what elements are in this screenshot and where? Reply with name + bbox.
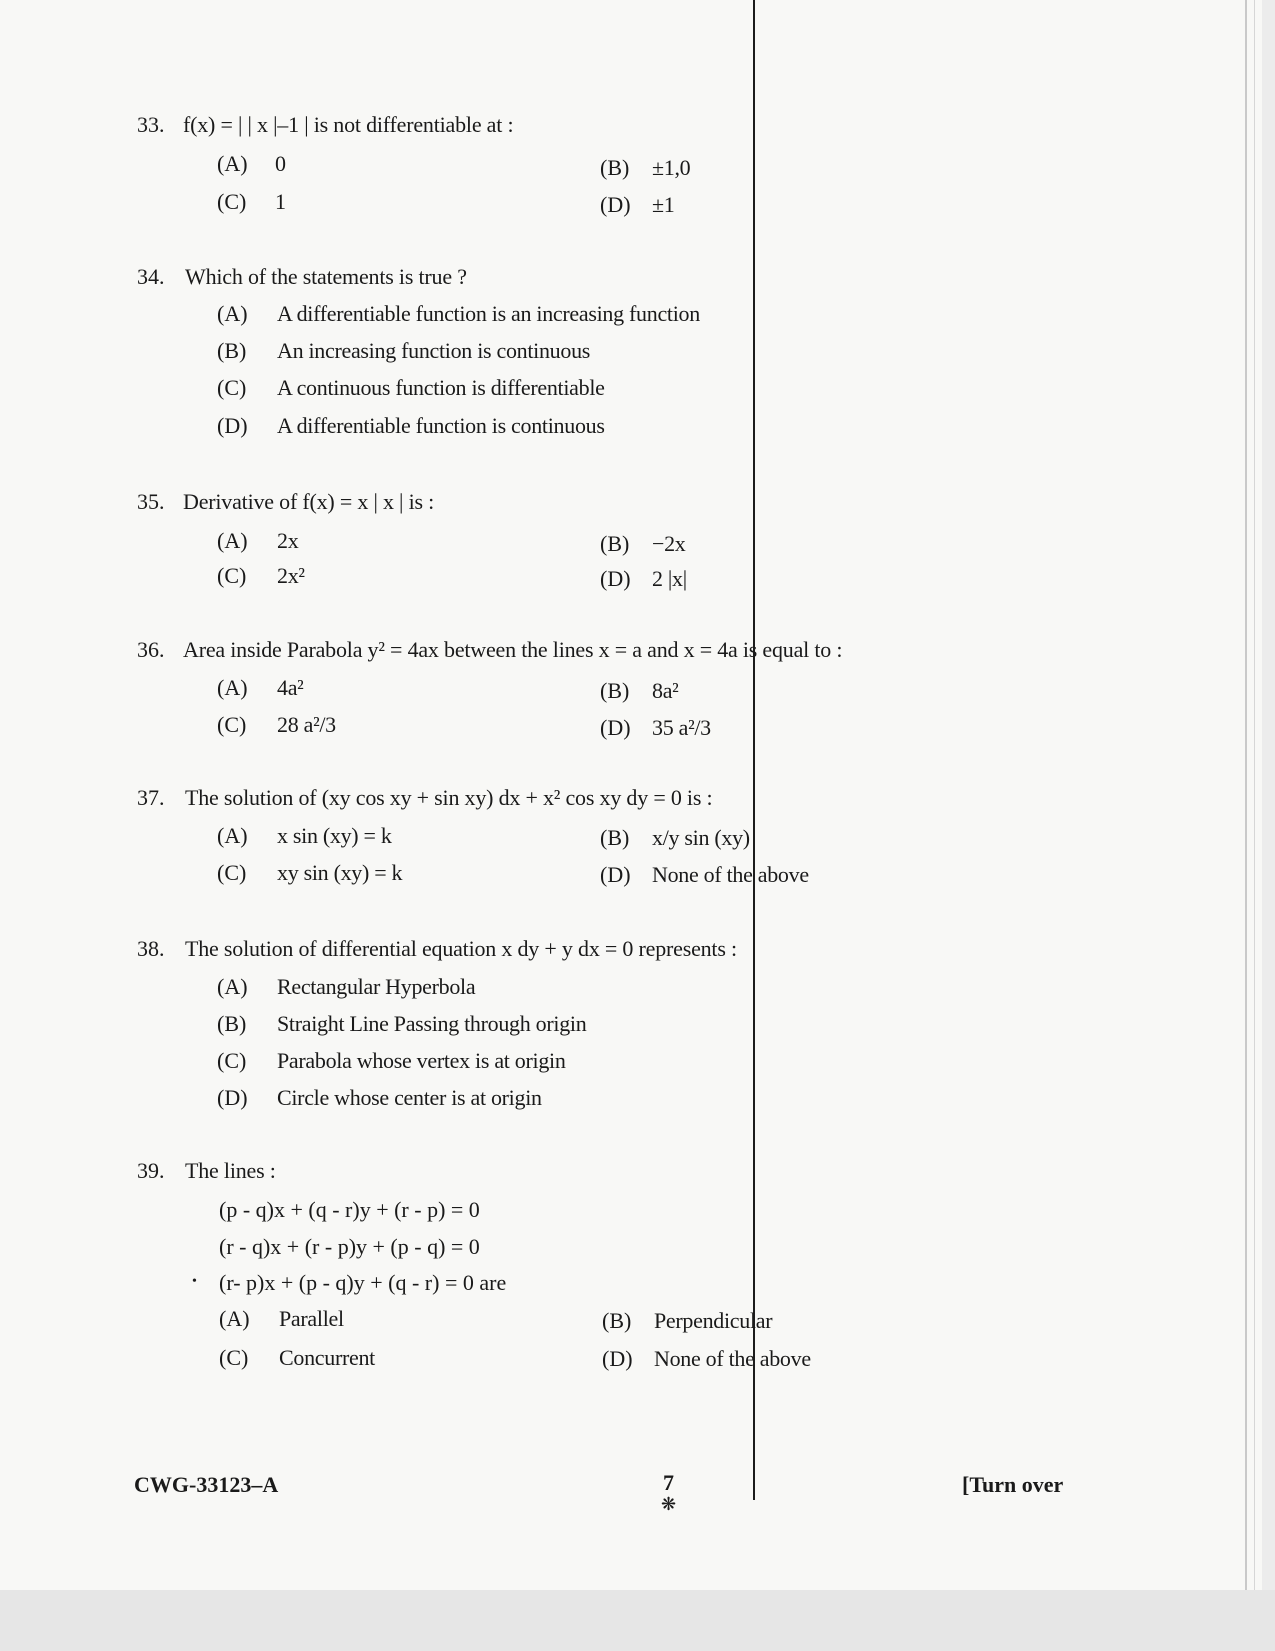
- option-letter: (D): [217, 413, 248, 438]
- option-text: ±1: [652, 192, 675, 217]
- option-text: 35 a²/3: [652, 715, 711, 740]
- option-letter: (B): [602, 1308, 632, 1333]
- option-text: 0: [275, 151, 286, 176]
- question-text: The solution of (xy cos xy + sin xy) dx + x² cos xy dy = 0 is :: [185, 785, 713, 810]
- page-edge: [1245, 0, 1247, 1590]
- equation-line: (r - q)x + (r - p)y + (p - q) = 0: [219, 1234, 480, 1259]
- option-text: None of the above: [652, 862, 809, 887]
- question-text: Derivative of f(x) = x | x | is :: [183, 489, 435, 514]
- bullet-mark: •: [192, 1274, 197, 1289]
- option-letter: (D): [600, 862, 631, 887]
- option-letter: (C): [217, 375, 247, 400]
- option-letter: (A): [217, 528, 248, 553]
- option-text: 1: [275, 189, 286, 214]
- option-text: None of the above: [654, 1346, 811, 1371]
- option-letter: (D): [600, 192, 631, 217]
- option-letter: (D): [600, 566, 631, 591]
- option-letter: (B): [217, 338, 247, 363]
- option-letter: (C): [217, 860, 247, 885]
- option-letter: (A): [217, 151, 248, 176]
- question-number: 36.: [137, 637, 165, 662]
- option-letter: (B): [600, 155, 630, 180]
- option-letter: (D): [217, 1085, 248, 1110]
- page-fold-line: [753, 0, 755, 1500]
- question-text: The solution of differential equation x dy + y dx = 0 represents :: [185, 936, 737, 961]
- option-letter: (B): [600, 678, 630, 703]
- question-number: 35.: [137, 489, 165, 514]
- star-mark: ❋: [661, 1494, 677, 1514]
- option-text: 2 |x|: [652, 566, 687, 591]
- option-text: 8a²: [652, 678, 679, 703]
- option-text: Parallel: [279, 1306, 344, 1331]
- option-letter: (B): [217, 1011, 247, 1036]
- question-number: 37.: [137, 785, 165, 810]
- option-text: Concurrent: [279, 1345, 375, 1370]
- option-text: 28 a²/3: [277, 712, 336, 737]
- option-text: Circle whose center is at origin: [277, 1085, 542, 1110]
- option-text: 4a²: [277, 675, 304, 700]
- option-text: xy sin (xy) = k: [277, 860, 403, 885]
- option-letter: (B): [600, 531, 630, 556]
- equation-line: (r- p)x + (p - q)y + (q - r) = 0 are: [219, 1270, 507, 1295]
- question-number: 39.: [137, 1158, 165, 1183]
- option-letter: (A): [219, 1306, 250, 1331]
- question-number: 34.: [137, 264, 165, 289]
- option-text: 2x: [277, 528, 299, 553]
- option-text: A differentiable function is an increasing function: [277, 301, 700, 326]
- option-letter: (D): [600, 715, 631, 740]
- option-text: −2x: [652, 531, 686, 556]
- option-letter: (C): [217, 189, 247, 214]
- option-letter: (C): [219, 1345, 249, 1370]
- question-text: The lines :: [185, 1158, 276, 1183]
- option-letter: (D): [602, 1346, 633, 1371]
- question-number: 33.: [137, 112, 165, 137]
- option-text: Parabola whose vertex is at origin: [277, 1048, 566, 1073]
- option-letter: (C): [217, 712, 247, 737]
- question-text: f(x) = | | x |–1 | is not differentiable at :: [183, 112, 514, 137]
- option-text: A differentiable function is continuous: [277, 413, 605, 438]
- option-letter: (A): [217, 675, 248, 700]
- option-letter: (B): [600, 825, 630, 850]
- option-letter: (A): [217, 301, 248, 326]
- option-text: A continuous function is differentiable: [277, 375, 605, 400]
- option-text: ±1,0: [652, 155, 691, 180]
- option-text: Rectangular Hyperbola: [277, 974, 476, 999]
- option-text: Perpendicular: [654, 1308, 773, 1333]
- equation-line: (p - q)x + (q - r)y + (r - p) = 0: [219, 1197, 480, 1222]
- option-letter: (C): [217, 1048, 247, 1073]
- option-text: x sin (xy) = k: [277, 823, 392, 848]
- option-letter: (A): [217, 974, 248, 999]
- page-edge: [1254, 0, 1255, 1590]
- option-text: Straight Line Passing through origin: [277, 1011, 587, 1036]
- paper-code: CWG-33123–A: [134, 1472, 279, 1497]
- option-text: 2x²: [277, 563, 305, 588]
- scan-margin: [0, 1590, 1275, 1651]
- page-number: 7: [663, 1470, 674, 1495]
- option-text: x/y sin (xy): [652, 825, 750, 850]
- option-letter: (C): [217, 563, 247, 588]
- option-text: An increasing function is continuous: [277, 338, 591, 363]
- question-text: Which of the statements is true ?: [185, 264, 467, 289]
- question-number: 38.: [137, 936, 165, 961]
- option-letter: (A): [217, 823, 248, 848]
- question-text: Area inside Parabola y² = 4ax between the lines x = a and x = 4a is equal to :: [183, 637, 843, 662]
- turn-over-label: [Turn over: [962, 1472, 1064, 1497]
